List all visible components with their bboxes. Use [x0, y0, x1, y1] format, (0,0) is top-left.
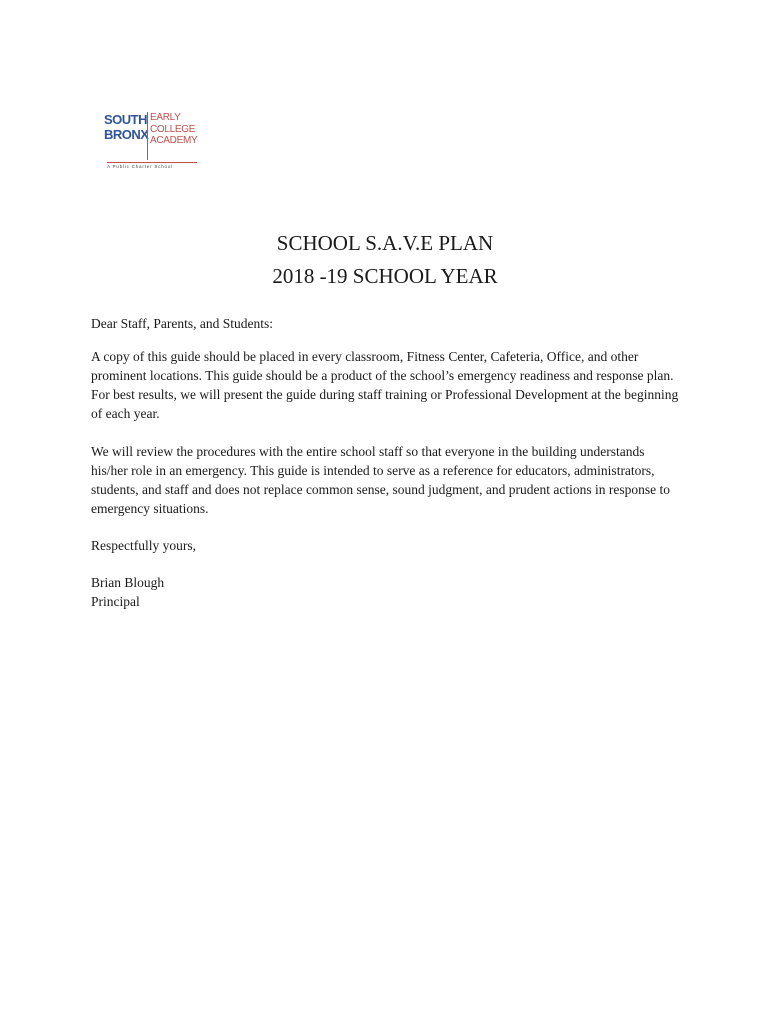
letter-paragraph-1: A copy of this guide should be placed in every classroom, Fitness Center, Cafeteria, Office, and other prominent locations. This guide should be a product of the school’s emergency readiness and response plan. For best results, we will present the guide during staff training or Professional Development at the beginning of each year.: [91, 349, 679, 421]
logo-tagline: A Public Charter School: [107, 162, 197, 169]
document-subtitle: 2018 -19 SCHOOL YEAR: [272, 264, 498, 288]
document-title: SCHOOL S.A.V.E PLAN: [276, 231, 494, 255]
logo-line-early: EARLY: [150, 112, 181, 123]
logo-line-academy: ACADEMY: [150, 135, 198, 146]
signer-name: Brian Blough: [91, 575, 165, 590]
letter-greeting: Dear Staff, Parents, and Students:: [91, 316, 273, 331]
school-logo: [104, 112, 200, 174]
logo-line-college: COLLEGE: [150, 123, 196, 135]
logo-line-bronx: BRONX: [104, 127, 149, 142]
logo-wordmark-right: [147, 112, 200, 160]
signer-title: Principal: [91, 594, 140, 609]
letter-closing: Respectfully yours,: [91, 538, 196, 553]
letter-paragraph-2: We will review the procedures with the entire school staff so that everyone in the building understands his/her role in an emergency. This guide is intended to serve as a reference for educators, administrators, students, and staff and does not replace common sense, sound judgment, and prudent actions in response to emergency situations.: [91, 444, 671, 516]
logo-line-south: SOUTH: [104, 112, 147, 127]
logo-wordmark-left: [104, 112, 149, 142]
